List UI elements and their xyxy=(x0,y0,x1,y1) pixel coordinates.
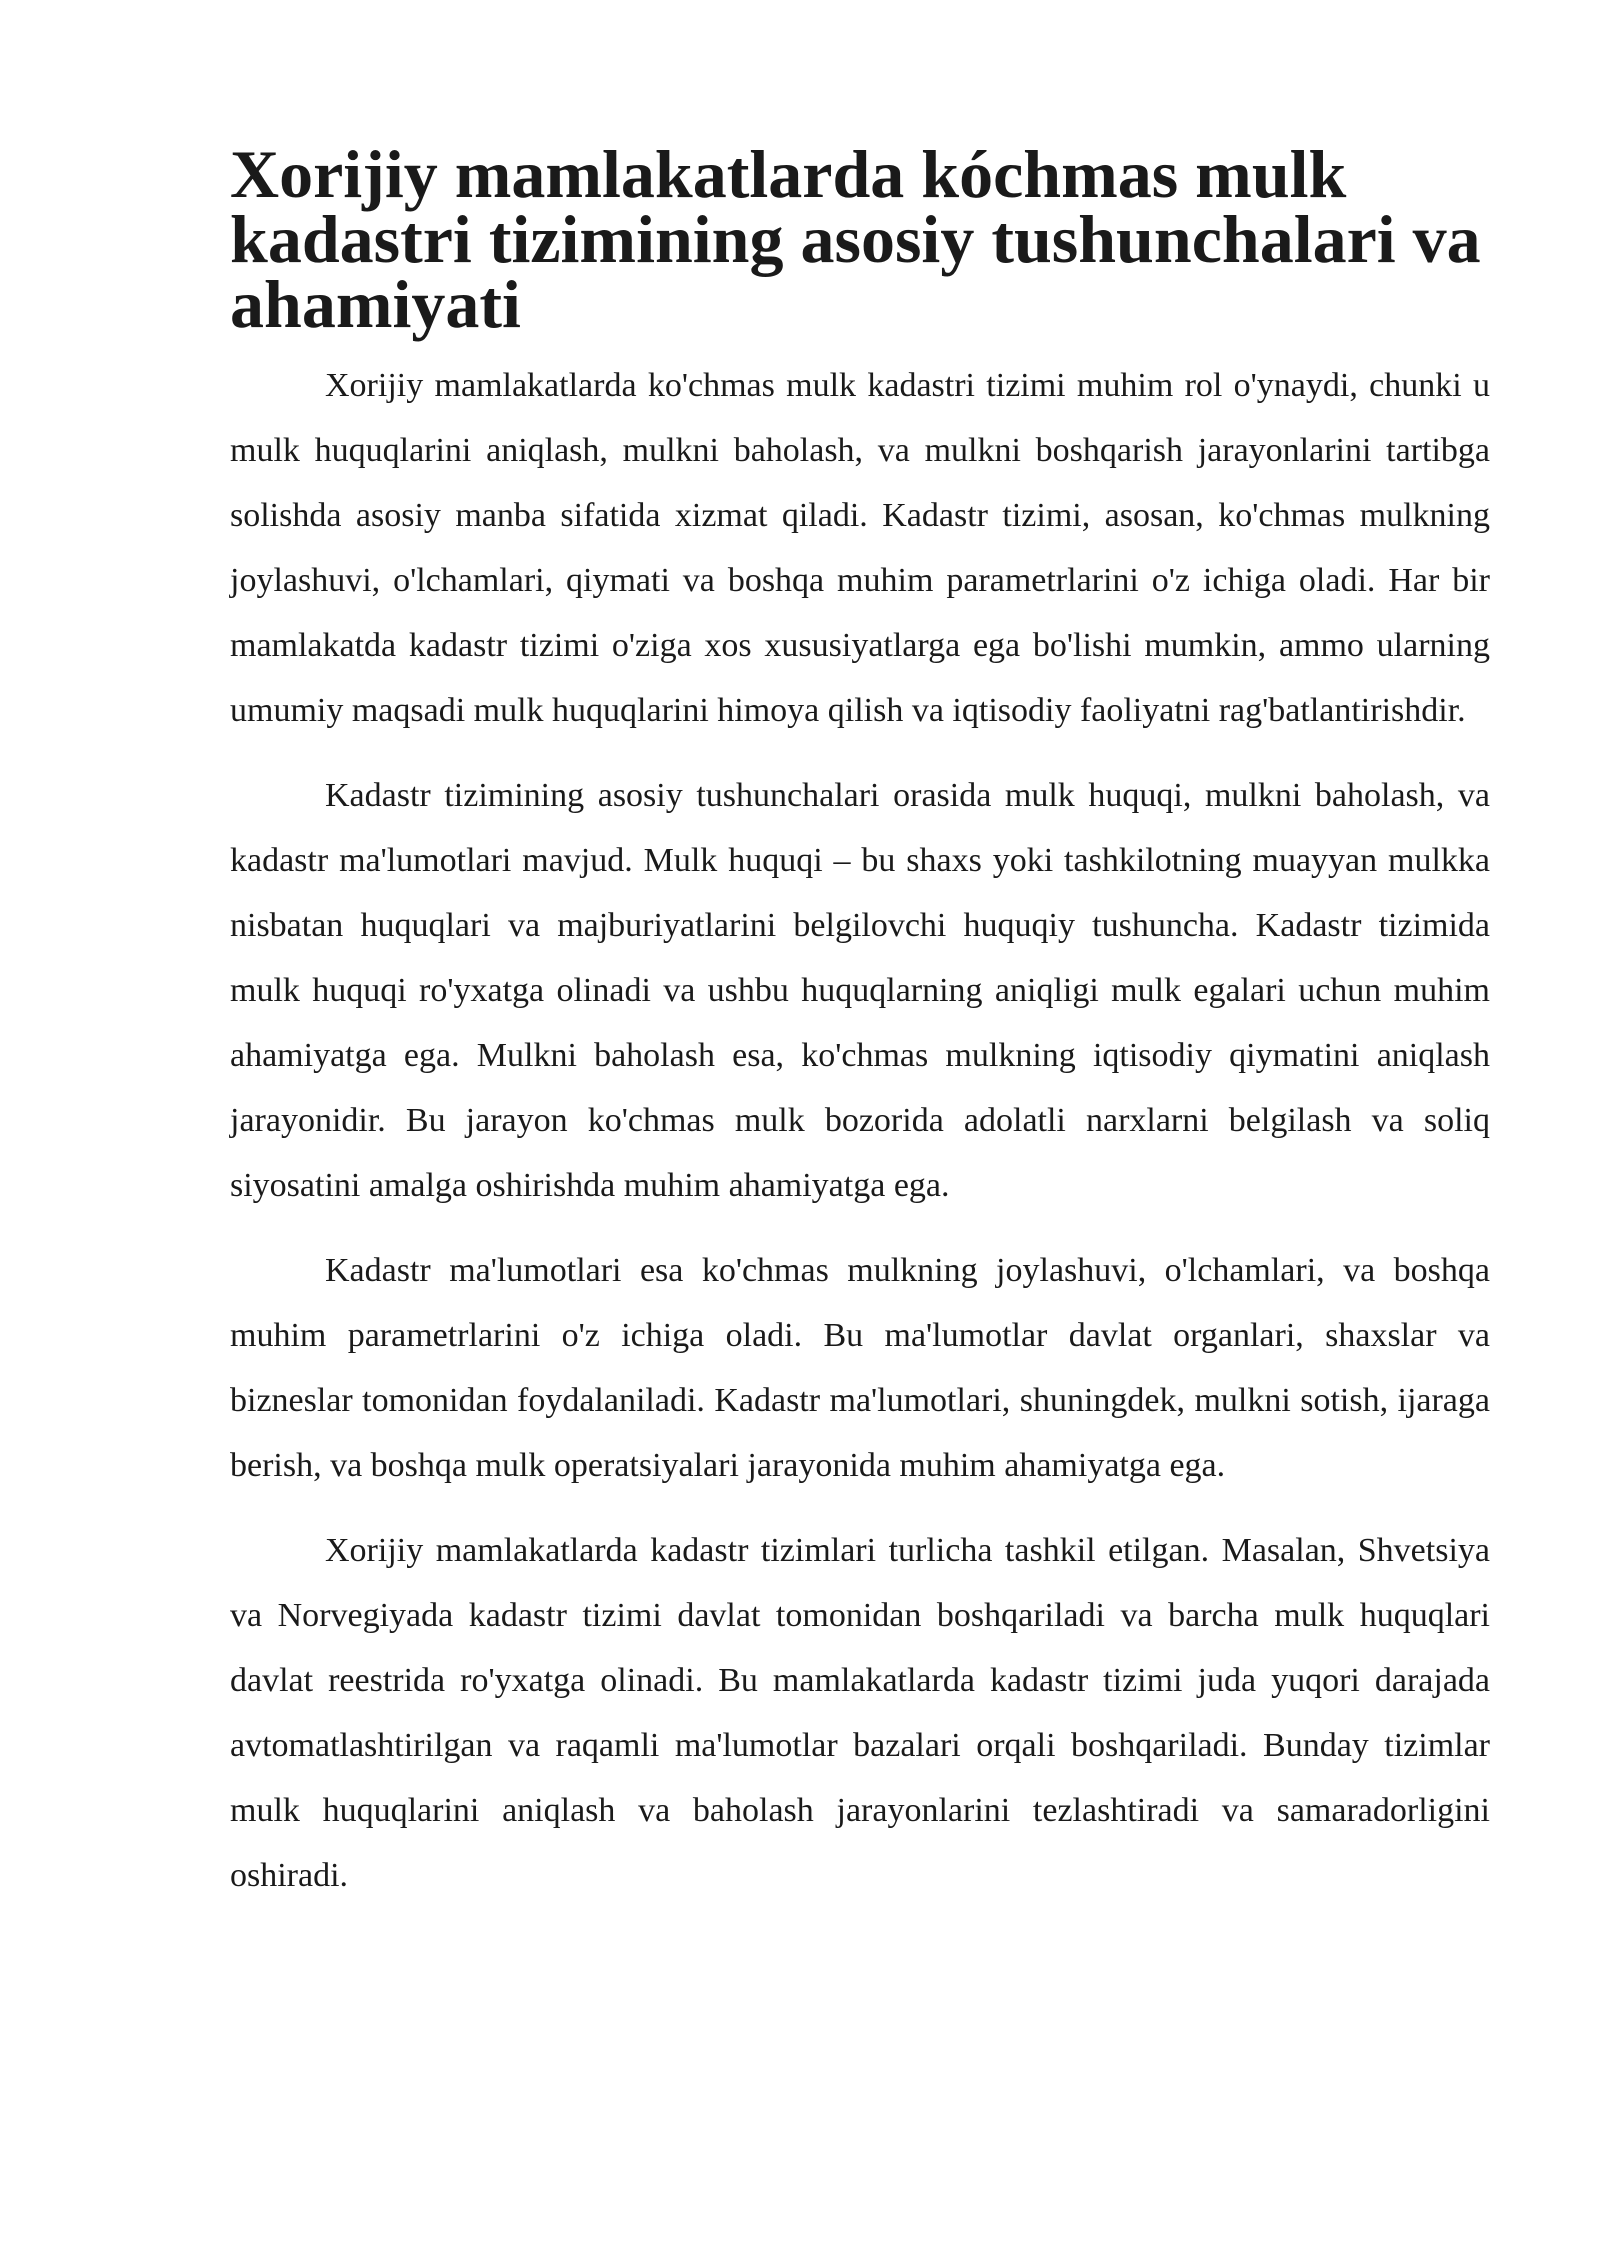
paragraph-3: Kadastr ma'lumotlari esa ko'chmas mulkning joylashuvi, o'lchamlari, va boshqa muhim parametrlarini o'z ichiga oladi. Bu ma'lumotlar davlat organlari, shaxslar va bizneslar tomonidan foydalaniladi. Kadastr ma'lumotlari, shuningdek, mulkni sotish, ijaraga berish, va boshqa mulk operatsiyalari jarayonida muhim ahamiyatga ega. xyxy=(230,1252,1490,1484)
paragraph-4: Xorijiy mamlakatlarda kadastr tizimlari turlicha tashkil etilgan. Masalan, Shvetsiya va Norvegiyada kadastr tizimi davlat tomonidan boshqariladi va barcha mulk huquqlari davlat reestrida ro'yxatga olinadi. Bu mamlakatlarda kadastr tizimi juda yuqori darajada avtomatlashtirilgan va raqamli ma'lumotlar bazalari orqali boshqariladi. Bunday tizimlar mulk huquqlarini aniqlash va baholash jarayonlarini tezlashtiradi va samaradorligini oshiradi. xyxy=(230,1532,1490,1894)
document-body xyxy=(230,136,1490,1908)
paragraph-1: Xorijiy mamlakatlarda ko'chmas mulk kadastri tizimi muhim rol o'ynaydi, chunki u mulk huquqlarini aniqlash, mulkni baholash, va mulkni boshqarish jarayonlarini tartibga solishda asosiy manba sifatida xizmat qiladi. Kadastr tizimi, asosan, ko'chmas mulkning joylashuvi, o'lchamlari, qiymati va boshqa muhim parametrlarini o'z ichiga oladi. Har bir mamlakatda kadastr tizimi o'ziga xos xususiyatlarga ega bo'lishi mumkin, ammo ularning umumiy maqsadi mulk huquqlarini himoya qilish va iqtisodiy faoliyatni rag'batlantirishdir. xyxy=(230,367,1490,729)
paragraph-2: Kadastr tizimining asosiy tushunchalari orasida mulk huquqi, mulkni baholash, va kadastr ma'lumotlari mavjud. Mulk huquqi – bu shaxs yoki tashkilotning muayyan mulkka nisbatan huquqlari va majburiyatlarini belgilovchi huquqiy tushuncha. Kadastr tizimida mulk huquqi ro'yxatga olinadi va ushbu huquqlarning aniqligi mulk egalari uchun muhim ahamiyatga ega. Mulkni baholash esa, ko'chmas mulkning iqtisodiy qiymatini aniqlash jarayonidir. Bu jarayon ko'chmas mulk bozorida adolatli narxlarni belgilash va soliq siyosatini amalga oshirishda muhim ahamiyatga ega. xyxy=(230,777,1490,1204)
document-title: Xorijiy mamlakatlarda kóchmas mulk kadastri tizimining asosiy tushunchalari va ahamiyati xyxy=(230,136,1481,342)
